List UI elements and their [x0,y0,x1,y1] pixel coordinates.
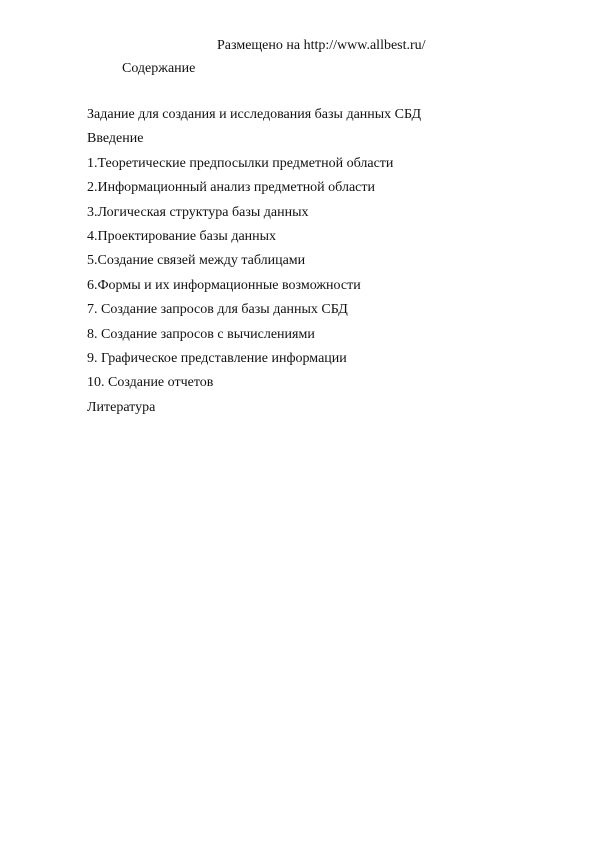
page-header: Размещено на http://www.allbest.ru/ [217,38,426,53]
toc-item-3: 3.Логическая структура базы данных [87,204,309,220]
contents-title: Содержание [122,61,196,76]
toc-item-5: 5.Создание связей между таблицами [87,253,306,269]
toc-item-literature: Литература [87,399,156,415]
toc-item-10: 10. Создание отчетов [87,375,214,391]
toc-item-7: 7. Создание запросов для базы данных СБД [87,302,348,318]
toc-item-2: 2.Информационный анализ предметной области [87,180,375,196]
toc-item-4: 4.Проектирование базы данных [87,228,277,244]
toc-item-1: 1.Теоретические предпосылки предметной области [87,155,394,171]
toc-item-assignment: Задание для создания и исследования базы данных СБД [87,107,422,122]
table-of-contents [87,106,421,423]
toc-item-introduction: Введение [87,131,144,147]
toc-item-6: 6.Формы и их информационные возможности [87,277,361,293]
toc-item-9: 9. Графическое представление информации [87,350,347,366]
toc-item-8: 8. Создание запросов с вычислениями [87,326,315,342]
